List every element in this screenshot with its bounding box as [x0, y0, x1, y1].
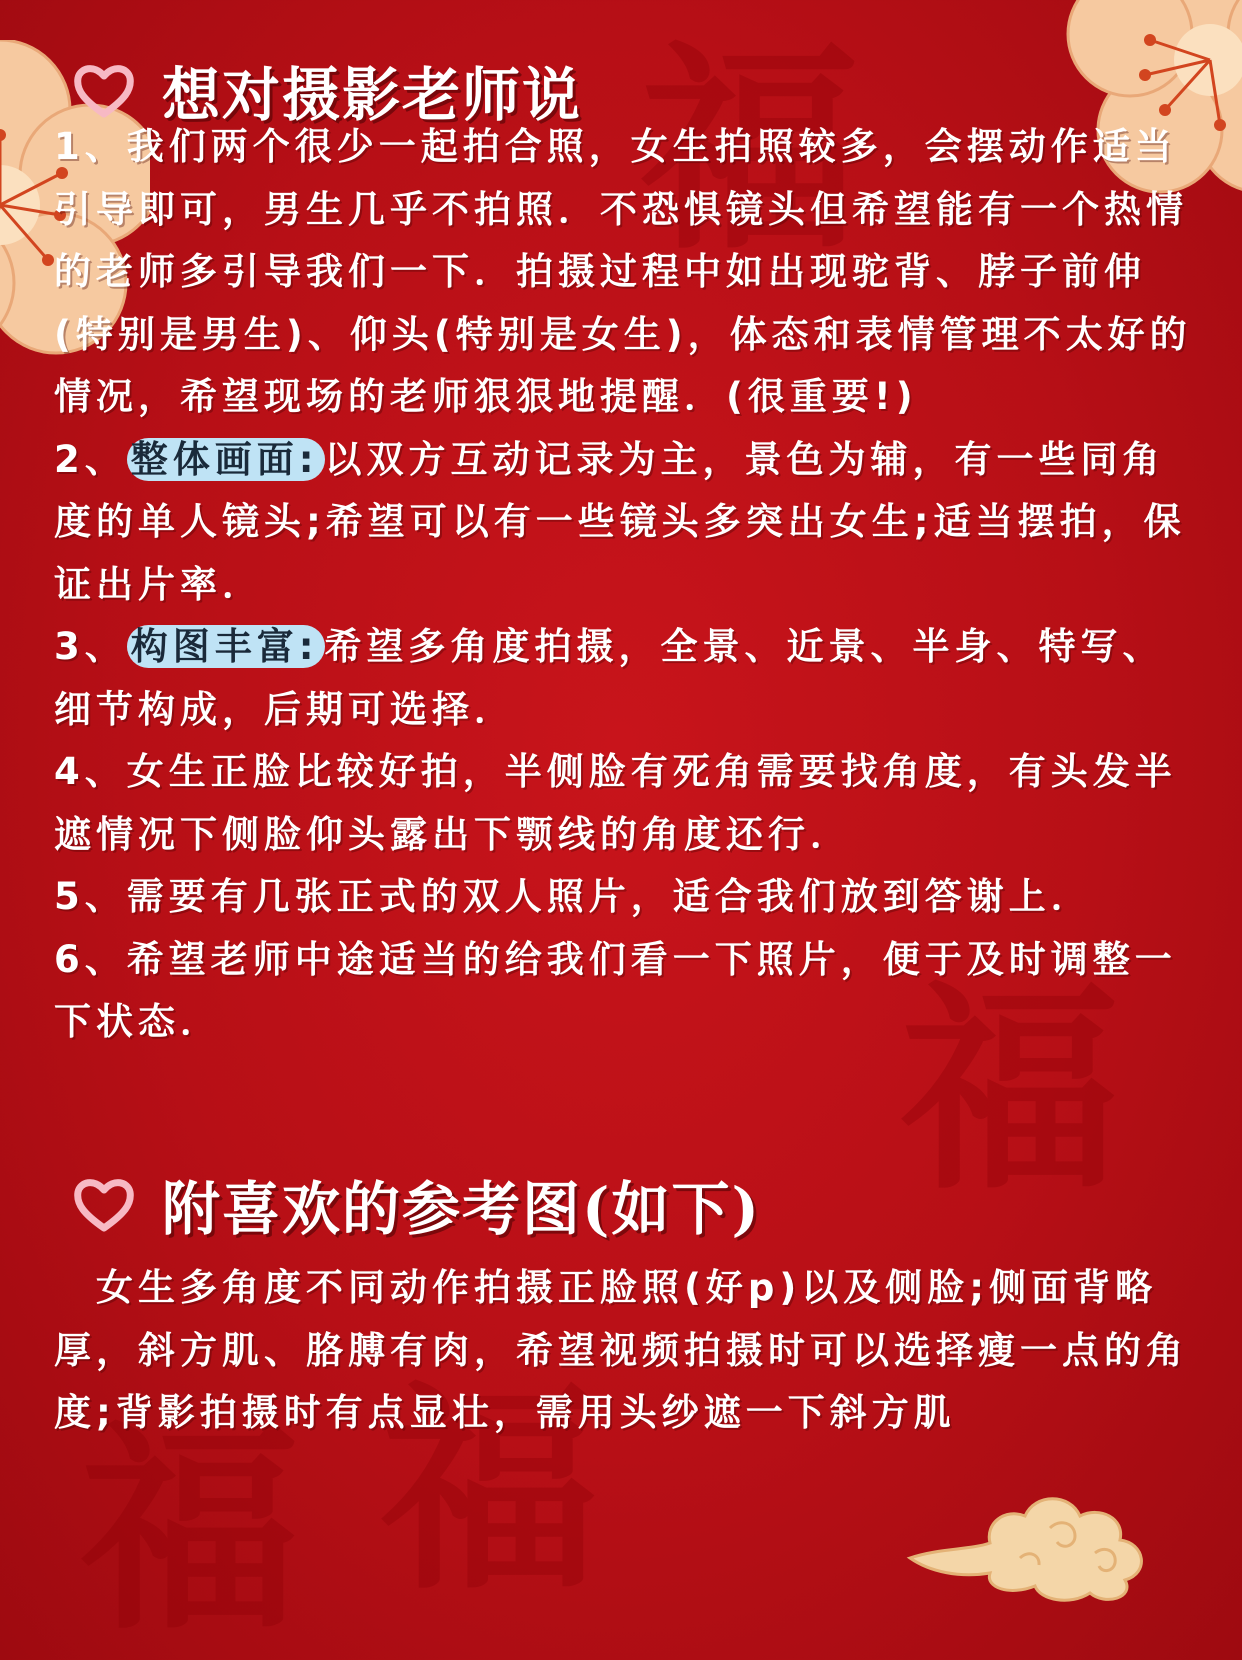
- list-item-body: 以双方互动记录为主，景色为辅，有一些同角度的单人镜头;希望可以有一些镜头多突出女生;适当摆拍，保证出片率．: [54, 437, 1186, 606]
- list-item-body: 希望多角度拍摄，全景、近景、半身、特写、细节构成，后期可选择．: [54, 625, 1165, 731]
- section-title: 想对摄影老师说: [162, 61, 583, 129]
- reference-paragraph: [54, 1257, 1194, 1445]
- highlight-label-composition: 构图丰富:: [127, 625, 325, 668]
- reference-description: [54, 1257, 1194, 1445]
- section-heading-reference: [72, 1162, 761, 1246]
- requests-list: [54, 116, 1194, 1054]
- section-title: 附喜欢的参考图(如下): [162, 1175, 761, 1243]
- heart-icon: [72, 62, 136, 118]
- highlight-label-overall: 整体画面:: [127, 438, 325, 481]
- list-item-2: [54, 429, 1194, 617]
- background-pattern-char: 福: [80, 1400, 301, 1659]
- background-pattern-char: 福: [900, 960, 1121, 1219]
- heart-icon: [72, 1176, 136, 1232]
- list-item-6: 6、希望老师中途适当的给我们看一下照片，便于及时调整一下状态．: [54, 937, 1177, 1043]
- list-item-4: 4、女生正脸比较好拍，半侧脸有死角需要找角度，有头发半遮情况下侧脸仰头露出下颚线的角度还行．: [54, 750, 1177, 856]
- list-item-number: 2、: [54, 437, 127, 481]
- list-item-5: 5、需要有几张正式的双人照片，适合我们放到答谢上．: [54, 875, 1093, 918]
- list-item-1: 1、我们两个很少一起拍合照，女生拍照较多，会摆动作适当引导即可，男生几乎不拍照．不恐惧镜头但希望能有一个热情的老师多引导我们一下．拍摄过程中如出现驼背、脖子前伸(特别是男生)、仰头(特别是女生)，体态和表情管理不太好的情况，希望现场的老师狠狠地提醒．(很重要!): [54, 125, 1192, 418]
- background-pattern-char: 福: [380, 1360, 601, 1619]
- list-item-number: 3、: [54, 625, 127, 668]
- reference-text: 女生多角度不同动作拍摄正脸照(好p)以及侧脸;侧面背略厚，斜方肌、胳膊有肉，希望视频拍摄时可以选择瘦一点的角度;背影拍摄时有点显壮，需用头纱遮一下斜方肌: [54, 1266, 1188, 1434]
- list-item-3: [54, 616, 1194, 741]
- background-pattern-char: 福: [640, 20, 861, 279]
